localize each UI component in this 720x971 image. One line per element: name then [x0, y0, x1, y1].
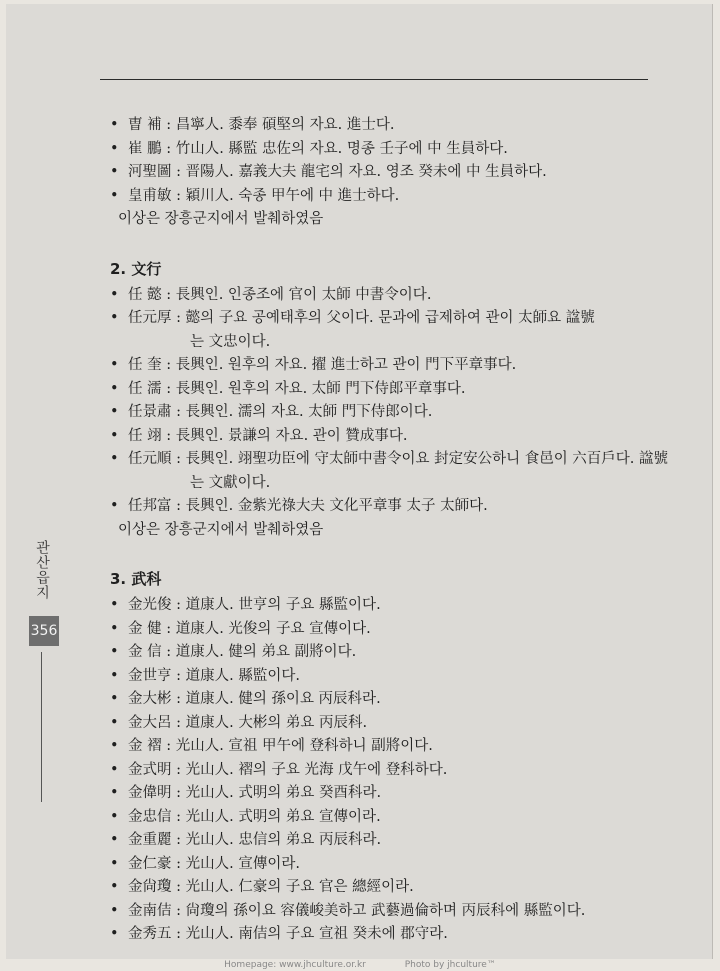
book-page	[6, 4, 713, 959]
book-title: 관산읍지	[34, 540, 50, 600]
list-item: • 任元厚 : 懿의 子요 공예태후의 父이다. 문과에 급제하여 관이 太師요 諡號	[110, 310, 595, 326]
list-item: • 任邦富 : 長興인. 金紫光祿大夫 文化平章事 太子 太師다.	[110, 498, 488, 514]
section-3	[110, 564, 670, 947]
section-2	[110, 254, 670, 543]
list-item: • 金 健 : 道康人. 光俊의 子요 宣傳이다.	[110, 620, 371, 637]
list-item: • 金忠信 : 光山人. 式明의 弟요 宣傳이라.	[110, 808, 381, 825]
page-sidebar	[30, 540, 58, 639]
section-heading: 2. 文行	[110, 259, 162, 278]
list-item: • 任 奎 : 長興인. 원후의 자요. 擢 進士하고 관이 門下平章事다.	[110, 357, 517, 373]
section-1	[110, 114, 670, 232]
list-item-continuation: 는 文獻이다.	[190, 474, 271, 491]
list-item: • 金 信 : 道康人. 健의 弟요 副將이다.	[110, 644, 357, 660]
sidebar-rule	[41, 652, 42, 802]
list-item: • 任元順 : 長興인. 翊聖功臣에 守太師中書令이요 封定安公하니 食邑이 六百戶다. 諡號	[110, 451, 669, 467]
list-item: • 崔 鵬 : 竹山人. 縣監 忠佐의 자요. 명종 壬子에 中 生員하다.	[110, 140, 508, 157]
list-item: • 金大呂 : 道康人. 大彬의 弟요 丙辰科.	[110, 714, 368, 731]
list-item: • 金秀五 : 光山人. 南佶의 子요 宣祖 癸未에 郡守라.	[110, 926, 448, 942]
list-item: • 金仁豪 : 光山人. 宣傳이라.	[110, 855, 300, 872]
list-item: • 任 翊 : 長興인. 景謙의 자요. 관이 贊成事다.	[110, 427, 408, 444]
section-heading: 3. 武科	[110, 570, 162, 588]
list-item: • 任景肅 : 長興인. 濡의 자요. 太師 門下侍郎이다.	[110, 404, 433, 420]
source-note: 이상은 장흥군지에서 발췌하였음	[118, 211, 324, 227]
photo-credit: Photo by jhculture™	[404, 960, 496, 970]
page-number: 356	[29, 616, 59, 646]
list-item: • 金南佶 : 尙瓊의 孫이요 容儀峻美하고 武藝過倫하며 丙辰科에 縣監이다.	[110, 902, 586, 919]
photo-credit-footer	[0, 959, 720, 971]
list-item: • 金 褶 : 光山人. 宣祖 甲午에 登科하니 副將이다.	[110, 738, 433, 754]
list-item: • 任 懿 : 長興인. 인종조에 官이 太師 中書令이다.	[110, 286, 432, 303]
list-item: • 金大彬 : 道康人. 健의 孫이요 丙辰科라.	[110, 691, 381, 707]
list-item: • 任 濡 : 長興인. 원후의 자요. 太師 門下侍郎平章事다.	[110, 380, 466, 397]
list-item: • 河聖圖 : 晋陽人. 嘉義大夫 龍宅의 자요. 영조 癸未에 中 生員하다.	[110, 164, 547, 180]
header-rule	[100, 79, 648, 80]
list-item: • 皇甫敏 : 穎川人. 숙종 甲午에 中 進士하다.	[110, 187, 400, 204]
homepage-credit: Homepage: www.jhculture.or.kr	[224, 960, 366, 970]
list-item-continuation: 는 文忠이다.	[190, 333, 271, 350]
list-item: • 金世亨 : 道康人. 縣監이다.	[110, 667, 300, 684]
list-item: • 曺 補 : 昌寧人. 黍奉 碩堅의 자요. 進士다.	[110, 117, 395, 133]
list-item: • 金重麗 : 光山人. 忠信의 弟요 丙辰科라.	[110, 832, 382, 848]
list-item: • 金式明 : 光山人. 褶의 子요 光海 戊午에 登科하다.	[110, 761, 448, 778]
list-item: • 金尙瓊 : 光山人. 仁豪의 子요 官은 總經이라.	[110, 879, 414, 895]
list-item: • 金偉明 : 光山人. 式明의 弟요 癸酉科라.	[110, 785, 382, 801]
page-content	[110, 114, 670, 947]
list-item: • 金光俊 : 道康人. 世亨의 子요 縣監이다.	[110, 597, 381, 613]
source-note: 이상은 장흥군지에서 발췌하였음	[118, 521, 324, 538]
